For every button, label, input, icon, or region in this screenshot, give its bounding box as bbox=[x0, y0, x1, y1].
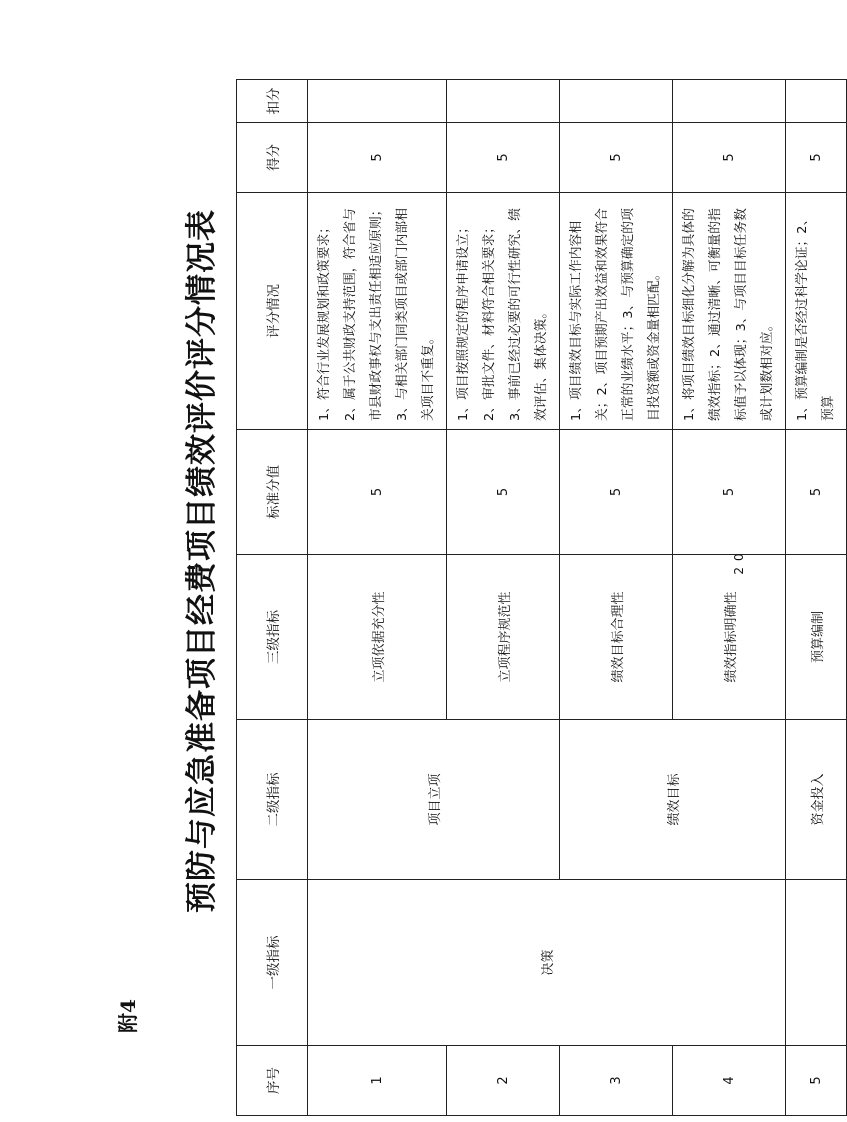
header-level1: 一级指标 bbox=[237, 880, 308, 1046]
page-title: 预防与应急准备项目经费项目绩效评价评分情况表 bbox=[184, 209, 220, 913]
standard-cell: 5 bbox=[447, 430, 560, 555]
level3-cell: 立项程序规范性 bbox=[447, 555, 560, 720]
standard-cell: 5 bbox=[786, 430, 847, 555]
level2-cell: 项目立项 bbox=[308, 720, 560, 880]
standard-cell: 5 bbox=[308, 430, 447, 555]
row-no: 2 bbox=[447, 1046, 560, 1116]
attachment-label: 附4 bbox=[116, 999, 140, 1033]
level3-cell: 绩效指标明确性 bbox=[673, 555, 786, 720]
score-cell: 5 bbox=[447, 123, 560, 193]
deduction-cell bbox=[560, 80, 673, 123]
evaluation-cell: 1、项目按照规定的程序申请设立；2、审批文件、材料符合相关要求；3、事前已经过必要的可行性研究、绩效评估、集体决策。 bbox=[447, 193, 560, 430]
level3-cell: 绩效目标合理性 bbox=[560, 555, 673, 720]
level3-cell: 预算编制 bbox=[786, 555, 847, 720]
evaluation-cell: 1、预算编制是否经过科学论证；2、预算 bbox=[786, 193, 847, 430]
table-header-row bbox=[237, 80, 308, 1116]
level2-cell: 资金投入 bbox=[786, 720, 847, 880]
score-cell: 5 bbox=[560, 123, 673, 193]
row-no: 1 bbox=[308, 1046, 447, 1116]
score-cell: 5 bbox=[673, 123, 786, 193]
evaluation-table bbox=[236, 79, 847, 1116]
header-evaluation: 评分情况 bbox=[237, 193, 308, 430]
standard-cell: 5 bbox=[560, 430, 673, 555]
score-cell: 5 bbox=[786, 123, 847, 193]
row-no: 4 bbox=[673, 1046, 786, 1116]
deduction-cell bbox=[673, 80, 786, 123]
page-number: 20 bbox=[732, 547, 746, 575]
header-no: 序号 bbox=[237, 1046, 308, 1116]
header-level2: 二级指标 bbox=[237, 720, 308, 880]
deduction-cell bbox=[308, 80, 447, 123]
header-score: 得分 bbox=[237, 123, 308, 193]
score-cell: 5 bbox=[308, 123, 447, 193]
evaluation-cell: 1、项目绩效目标与实际工作内容相关；2、项目预期产出效益和效果符合正常的业绩水平；3、与预算确定的项目投资额或资金量相匹配。 bbox=[560, 193, 673, 430]
header-level3: 三级指标 bbox=[237, 555, 308, 720]
standard-cell: 5 bbox=[673, 430, 786, 555]
table-row bbox=[786, 80, 847, 1116]
header-standard: 标准分值 bbox=[237, 430, 308, 555]
row-no: 5 bbox=[786, 1046, 847, 1116]
header-deduction: 扣分 bbox=[237, 80, 308, 123]
deduction-cell bbox=[447, 80, 560, 123]
table-row bbox=[308, 80, 447, 1116]
evaluation-cell: 1、将项目绩效目标细化分解为具体的绩效指标；2、通过清晰、可衡量的指标值予以体现；3、与项目目标任务数或计划数相对应。 bbox=[673, 193, 786, 430]
row-no: 3 bbox=[560, 1046, 673, 1116]
deduction-cell bbox=[786, 80, 847, 123]
level1-cell: 决策 bbox=[308, 880, 786, 1046]
level2-cell: 绩效目标 bbox=[560, 720, 786, 880]
level3-cell: 立项依据充分性 bbox=[308, 555, 447, 720]
evaluation-cell: 1、符合行业发展规划和政策要求；2、属于公共财政支持范围，符合省与市县财政事权与支出责任相适应原则；3、与相关部门同类项目或部门内部相关项目不重复。 bbox=[308, 193, 447, 430]
level1-cell-continued bbox=[786, 880, 847, 1046]
